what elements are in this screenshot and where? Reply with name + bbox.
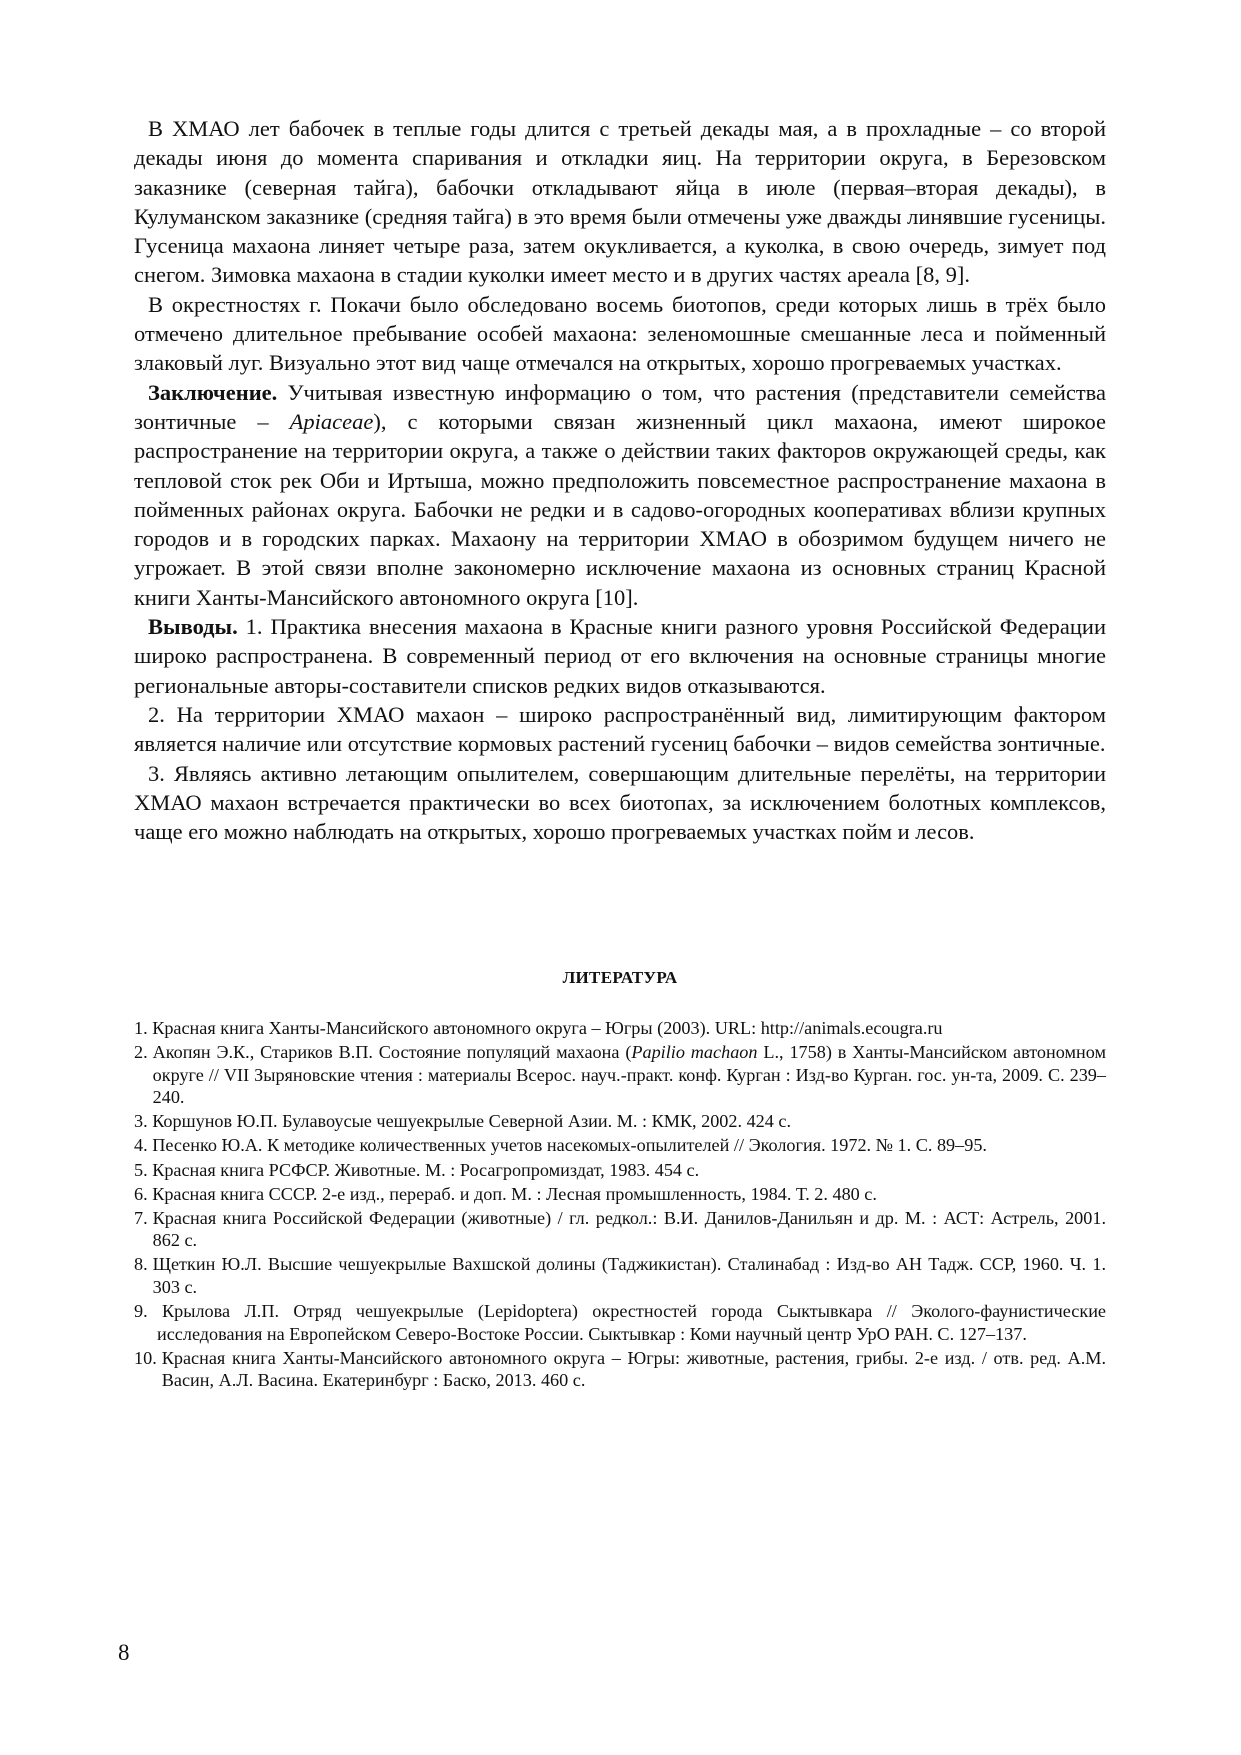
reference-4: 4. Песенко Ю.А. К методике количественных учетов насекомых-опылителей // Экология. 1972. № 1. С. 89–95. [134, 1135, 987, 1156]
paragraph-finding-3: 3. Являясь активно летающим опылителем, совершающим длительные перелёты, на территории ХМАО махаон встречается практически во всех биотопах, за исключением болотных комплексов, чаще его можно наблюдать на открытых, хорошо прогреваемых участках пойм и лесов. [134, 760, 1106, 845]
reference-10-text: Красная книга Ханты-Мансийского автономного округа – Югры: животные, растения, грибы. 2-е изд. / отв. ред. А.М. Васин, А.Л. Васина. Екатеринбург : Баско, 2013. 460 с. [161, 1347, 1106, 1391]
references-list [134, 1017, 1106, 1394]
findings-text: 1. Практика внесения махаона в Красные книги разного уровня Российской Федерации широко распространена. В современный период от его включения на основные страницы многие региональные авторы-составители списков редких видов отказываются. [134, 614, 1106, 698]
body-text [134, 114, 1106, 846]
reference-7-number: 7. [134, 1207, 148, 1228]
reference-2-italic: Papilio machaon [631, 1042, 758, 1063]
reference-7-text: Красная книга Российской Федерации (животные) / гл. редкол.: В.И. Данилов-Данильян и др. М. : АСТ: Астрель, 2001. 862 с. [152, 1207, 1106, 1251]
conclusion-heading: Заключение. [148, 379, 278, 405]
paragraph-conclusion [134, 378, 1106, 612]
paragraph-2: В окрестностях г. Покачи было обследовано восемь биотопов, среди которых лишь в трёх было отмечено длительное пребывание особей махаона: зеленомошные смешанные леса и пойменный злаковый луг. Визуально этот вид чаще отмечался на открытых, хорошо прогреваемых участках. [134, 291, 1106, 376]
page-number: 8 [118, 1640, 130, 1665]
reference-2 [134, 1041, 1106, 1109]
reference-5: 5. Красная книга РСФСР. Животные. М. : Росагропромиздат, 1983. 454 с. [134, 1159, 700, 1180]
reference-2-number: 2. [134, 1042, 148, 1063]
reference-2-text-b: L., 1758) в Ханты-Мансийском автономном округе // VII Зыряновские чтения : материалы Всерос. науч.-практ. конф. Курган : Изд-во Курган. гос. ун-та, 2009. С. 239–240. [152, 1042, 1106, 1108]
reference-10 [134, 1347, 1106, 1392]
reference-8-text: Щеткин Ю.Л. Высшие чешуекрылые Вахшской долины (Таджикистан). Сталинабад : Изд-во АН Тадж. ССР, 1960. Ч. 1. 303 с. [152, 1254, 1106, 1298]
paragraph-findings [134, 612, 1106, 700]
conclusion-italic-term: Apiaceae [289, 408, 374, 434]
reference-10-number: 10. [134, 1347, 157, 1368]
reference-9: 9. Крылова Л.П. Отряд чешуекрылые (Lepidoptera) окрестностей города Сыктывкара // Эколого-фаунистические исследования на Европейском Северо-Востоке России. Сыктывкар : Коми научный центр УрО РАН. С. 127–137. [134, 1301, 1106, 1344]
references-title: ЛИТЕРАТУРА [562, 968, 678, 987]
reference-1: 1. Красная книга Ханты-Мансийского автономного округа – Югры (2003). URL: http://animals.ecougra.ru [134, 1018, 943, 1038]
conclusion-text-a: Учитывая известную информацию о том, что растения (представители семейства зонтичные – [134, 379, 1106, 434]
paragraph-finding-2: 2. На территории ХМАО махаон – широко распространённый вид, лимитирующим фактором является наличие или отсутствие кормовых растений гусениц бабочки – видов семейства зонтичные. [134, 701, 1106, 757]
reference-8 [134, 1253, 1106, 1298]
paragraph-1: В ХМАО лет бабочек в теплые годы длится с третьей декады мая, а в прохладные – со второй декады июня до момента спаривания и откладки яиц. На территории округа, в Березовском заказнике (северная тайга), бабочки откладывают яйца в июле (первая–вторая декады), в Кулуманском заказнике (средняя тайга) в это время были отмечены уже дважды линявшие гусеницы. Гусеница махаона линяет четыре раза, затем окукливается, а куколка, в свою очередь, зимует под снегом. Зимовка махаона в стадии куколки имеет место и в других частях ареала [8, 9]. [134, 116, 1106, 288]
reference-6: 6. Красная книга СССР. 2-е изд., перераб. и доп. М. : Лесная промышленность, 1984. Т. 2. 480 с. [134, 1183, 877, 1204]
reference-3: 3. Коршунов Ю.П. Булавоусые чешуекрылые Северной Азии. М. : КМК, 2002. 424 с. [134, 1111, 792, 1132]
reference-7 [134, 1207, 1106, 1252]
reference-2-text [153, 1041, 1106, 1109]
findings-heading: Выводы. [148, 614, 238, 640]
reference-2-text-a: Акопян Э.К., Стариков В.П. Состояние популяций махаона ( [152, 1042, 632, 1063]
conclusion-text-b: ), с которыми связан жизненный цикл махаона, имеют широкое распространение на территории округа, а также о действии таких факторов окружающей среды, как тепловой сток рек Оби и Иртыша, можно предположить повсеместное распространение махаона в пойменных районах округа. Бабочки не редки и в садово-огородных кооперативах вблизи крупных городов и в городских парках. Махаону на территории ХМАО в обозримом будущем ничего не угрожает. В этой связи вполне закономерно исключение махаона из основных страниц Красной книги Ханты-Мансийского автономного округа [10]. [134, 408, 1106, 610]
reference-8-number: 8. [134, 1254, 148, 1275]
